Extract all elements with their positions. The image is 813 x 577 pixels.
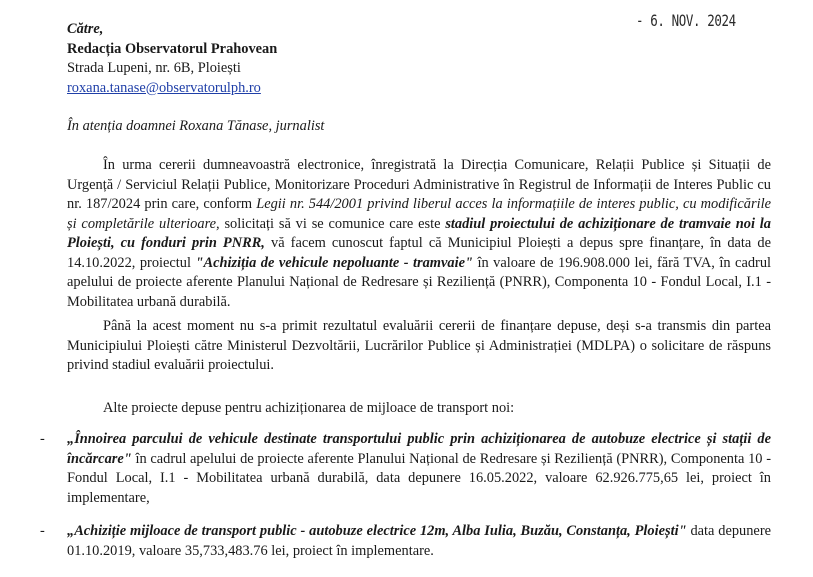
list-item-1-text: în cadrul apelului de proiecte aferente Planului Național de Redresare și Reziliență (PNRR), Componenta 10 - Fondul Local, I.1 - Mobilitatea urbană durabilă, data depunere 16.05.2022, valoare 62.926.775,65 lei, proiect în implementare, <box>67 450 771 506</box>
p1-project-title: "Achiziția de vehicule nepoluante - tramvaie" <box>195 254 473 271</box>
p2-text: Până la acest moment nu s-a primit rezultatul evaluării cererii de finanțare depuse, deși s-a transmis din partea Municipiului Ploiești către Ministerul Dezvoltării, Lucrărilor Publice și Administrației (MDLPA) o solicitare de răspuns privind stadiul evaluării proiectului. <box>67 318 771 373</box>
recipient-block <box>67 20 277 98</box>
list-item-1-title: „Înnoirea parcului de vehicule destinate transportului public prin achiziționarea de autobuze electrice și stații de încărcare" <box>67 431 771 467</box>
attention-line: În atenția doamnei Roxana Tănase, jurnalist <box>67 118 325 134</box>
p1-subject: stadiul proiectului de achiziționare de tramvaie noi la Ploiești, cu fonduri prin PNRR, <box>67 215 771 251</box>
paragraph-other-projects <box>67 399 771 419</box>
paragraph-request <box>67 156 771 312</box>
p1-text-1: În urma cererii dumneavoastră electronice, înregistrată la Direcția Comunicare, Relații Publice și Situații de Urgență / Serviciul Relații Publice, Monitorizare Proceduri Administrative în Registrul de Informații de Interes Public cu nr. 187/2024 prin care, conform <box>67 157 771 212</box>
list-item-2-title: „Achiziție mijloace de transport public - autobuze electrice 12m, Alba Iulia, Buzău, Constanța, Ploiești" <box>67 523 687 539</box>
to-label: Către, <box>67 21 104 37</box>
p3-text: Alte proiecte depuse pentru achiziționarea de mijloace de transport noi: <box>103 400 515 416</box>
recipient-email-link[interactable]: roxana.tanase@observatorulph.ro <box>67 79 261 96</box>
list-bullet-1: - <box>40 431 45 447</box>
list-bullet-2: - <box>40 523 45 539</box>
p1-text-2: solicitați să vi se comunice care este <box>219 215 446 232</box>
p1-text-3: vă facem cunoscut faptul că Municipiul Ploiești a depus spre finanțare, în data de 14.10.2022, proiectul <box>67 235 771 271</box>
paragraph-status <box>67 317 771 376</box>
p1-law-reference: Legii nr. 544/2001 privind liberul acces la informațiile de interes public, cu modificările și completările ulterioare, <box>67 196 771 232</box>
recipient-name: Redacția Observatorul Prahovean <box>67 40 278 57</box>
list-item-2-text: data depunere 01.10.2019, valoare 35,733,483.76 lei, proiect în implementare. <box>67 523 771 559</box>
recipient-street: Strada Lupeni, nr. 6B, Ploiești <box>67 60 241 76</box>
p1-text-4: în valoare de 196.908.000 lei, fără TVA, în cadrul apelului de proiecte aferente Planului Național de Redresare și Reziliență (PNRR), Componenta 10 - Fondul Local, I.1 - Mobilitatea urbană durabilă. <box>67 254 772 310</box>
date-stamp: - 6. NOV. 2024 <box>636 11 736 30</box>
list-item <box>67 522 771 561</box>
list-item <box>67 430 771 508</box>
